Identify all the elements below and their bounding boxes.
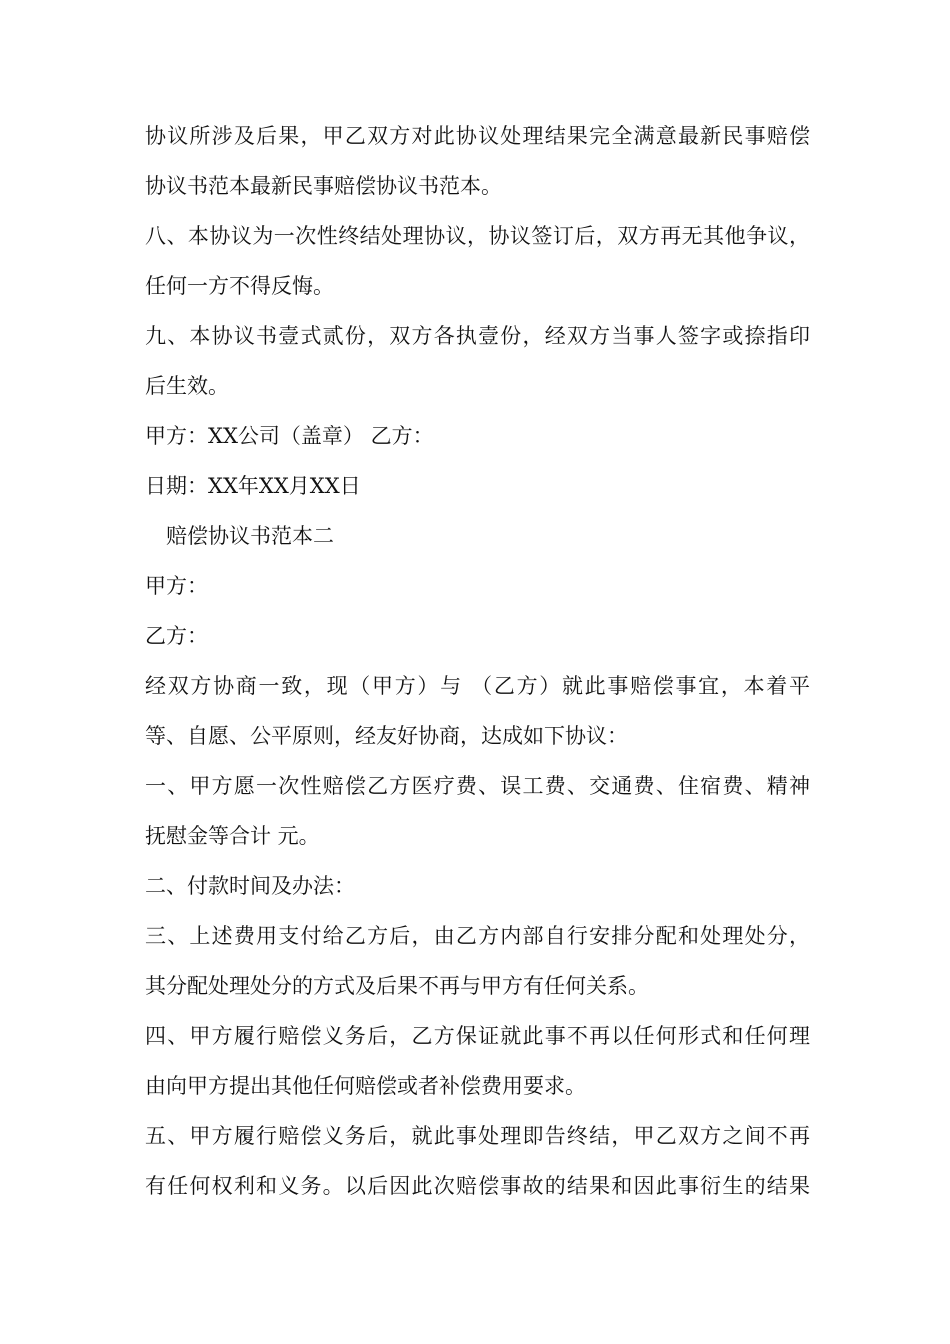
paragraph-line: 其分配处理处分的方式及后果不再与甲方有任何关系。	[145, 974, 649, 998]
paragraph-line: 抚慰金等合计 元。	[145, 824, 320, 848]
clause-four-line: 四、甲方履行赔偿义务后，乙方保证就此事不再以任何形式和任何理	[145, 1024, 810, 1048]
party-a-line: 甲方：	[145, 574, 208, 598]
clause-three-line: 三、上述费用支付给乙方后，由乙方内部自行安排分配和处理处分，	[145, 924, 810, 948]
section-title: 赔偿协议书范本二	[166, 524, 334, 548]
date-line: 日期：XX年XX月XX日	[145, 474, 361, 498]
clause-nine-line: 九、本协议书壹式贰份，双方各执壹份，经双方当事人签字或捺指印	[145, 324, 810, 348]
clause-five-line: 五、甲方履行赔偿义务后，就此事处理即告终结，甲乙双方之间不再	[145, 1124, 810, 1148]
paragraph-line: 有任何权利和义务。以后因此次赔偿事故的结果和因此事衍生的结果	[145, 1174, 810, 1198]
clause-two-line: 二、付款时间及办法：	[145, 874, 355, 898]
clause-one-line: 一、甲方愿一次性赔偿乙方医疗费、误工费、交通费、住宿费、精神	[145, 774, 810, 798]
paragraph-line: 等、自愿、公平原则，经友好协商，达成如下协议：	[145, 724, 628, 748]
party-b-line: 乙方：	[145, 624, 208, 648]
paragraph-line: 由向甲方提出其他任何赔偿或者补偿费用要求。	[145, 1074, 586, 1098]
paragraph-line: 协议所涉及后果，甲乙双方对此协议处理结果完全满意最新民事赔偿	[145, 124, 810, 148]
paragraph-line: 任何一方不得反悔。	[145, 274, 334, 298]
clause-eight-line: 八、本协议为一次性终结处理协议，协议签订后，双方再无其他争议，	[145, 224, 810, 248]
signature-parties-line: 甲方：XX公司（盖章） 乙方：	[145, 424, 434, 448]
document-body	[145, 111, 810, 1211]
intro-line: 经双方协商一致，现（甲方）与 （乙方）就此事赔偿事宜，本着平	[145, 674, 810, 698]
paragraph-line: 后生效。	[145, 374, 229, 398]
paragraph-line: 协议书范本最新民事赔偿协议书范本。	[145, 174, 502, 198]
